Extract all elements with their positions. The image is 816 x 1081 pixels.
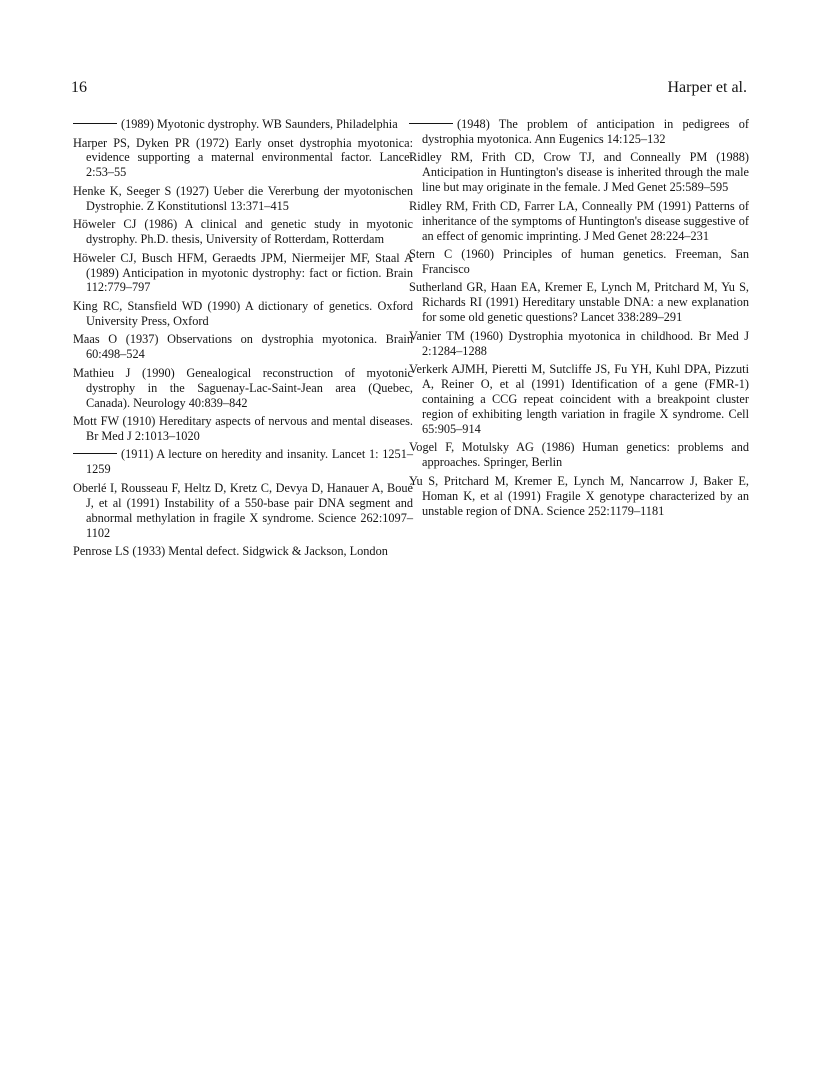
reference-item: Penrose LS (1933) Mental defect. Sidgwick & Jackson, London xyxy=(73,544,388,559)
reference-item: Verkerk AJMH, Pieretti M, Sutcliffe JS, Fu YH, Kuhl DPA, Pizzuti A, Reiner O, et al (1991) Identification of a gene (FMR-1) containing a CCG repeat coincident with a breakpoint cluster region of exhibiting length variation in fragile X syndrome. Cell 65:905–914 xyxy=(409,362,749,436)
reference-item: Höweler CJ, Busch HFM, Geraedts JPM, Niermeijer MF, Staal A (1989) Anticipation in myotonic dystrophy: fact or fiction. Brain 112:779–797 xyxy=(73,250,413,295)
reference-item: Maas O (1937) Observations on dystrophia myotonica. Brain 60:498–524 xyxy=(73,332,413,362)
repeat-author-dash xyxy=(73,453,117,454)
reference-item: Mott FW (1910) Hereditary aspects of nervous and mental diseases. Br Med J 2:1013–1020 xyxy=(73,414,413,443)
page-number: 16 xyxy=(71,79,87,96)
reference-item: (1989) Myotonic dystrophy. WB Saunders, Philadelphia xyxy=(73,117,413,132)
repeat-author-dash xyxy=(73,123,117,124)
reference-item: (1948) The problem of anticipation in pedigrees of dystrophia myotonica. Ann Eugenics 14:125–132 xyxy=(409,117,749,147)
reference-item: Vogel F, Motulsky AG (1986) Human genetics: problems and approaches. Springer, Berlin xyxy=(409,440,749,470)
reference-item: Ridley RM, Frith CD, Farrer LA, Conneally PM (1991) Patterns of inheritance of the symptoms of Huntington's disease suggestive of an effect of genomic imprinting. J Med Genet 28:224–231 xyxy=(409,198,749,243)
repeat-author-dash xyxy=(409,123,453,124)
reference-item: Vanier TM (1960) Dystrophia myotonica in childhood. Br Med J 2:1284–1288 xyxy=(409,328,749,358)
reference-item: (1911) A lecture on heredity and insanity. Lancet 1: 1251–1259 xyxy=(73,447,413,477)
reference-item: Ridley RM, Frith CD, Crow TJ, and Conneally PM (1988) Anticipation in Huntington's disease is inherited through the male line but may originate in the female. J Med Genet 25:589–595 xyxy=(409,150,749,195)
reference-item: Stern C (1960) Principles of human genetics. Freeman, San Francisco xyxy=(409,247,749,276)
reference-item: Harper PS, Dyken PR (1972) Early onset dystrophia myotonica: evidence supporting a maternal environmental factor. Lancet 2:53–55 xyxy=(73,135,413,180)
reference-item: Sutherland GR, Haan EA, Kremer E, Lynch M, Pritchard M, Yu S, Richards RI (1991) Hereditary unstable DNA: a new explanation for some old genetic questions? Lancet 338:289–291 xyxy=(409,280,749,325)
running-head: Harper et al. xyxy=(667,79,747,96)
references-left-column xyxy=(73,117,413,563)
reference-item: Yu S, Pritchard M, Kremer E, Lynch M, Nancarrow J, Baker E, Homan K, et al (1991) Fragile X genotype characterized by an unstable region of DNA. Science 252:1179–1181 xyxy=(409,473,749,518)
reference-item: Höweler CJ (1986) A clinical and genetic study in myotonic dystrophy. Ph.D. thesis, University of Rotterdam, Rotterdam xyxy=(73,217,413,247)
reference-item: King RC, Stansfield WD (1990) A dictionary of genetics. Oxford University Press, Oxford xyxy=(73,298,413,328)
reference-item: Henke K, Seeger S (1927) Ueber die Vererbung der myotonischen Dystrophie. Z Konstitutionsl 13:371–415 xyxy=(73,183,413,213)
reference-item: Mathieu J (1990) Genealogical reconstruction of myotonic dystrophy in the Saguenay-Lac-Saint-Jean area (Quebec, Canada). Neurology 40:839–842 xyxy=(73,365,413,410)
reference-item: Oberlé I, Rousseau F, Heltz D, Kretz C, Devya D, Hanauer A, Boué J, et al (1991) Instability of a 550-base pair DNA segment and abnormal methylation in fragile X syndrome. Science 262:1097–1102 xyxy=(73,480,413,540)
references-right-column xyxy=(409,117,749,522)
